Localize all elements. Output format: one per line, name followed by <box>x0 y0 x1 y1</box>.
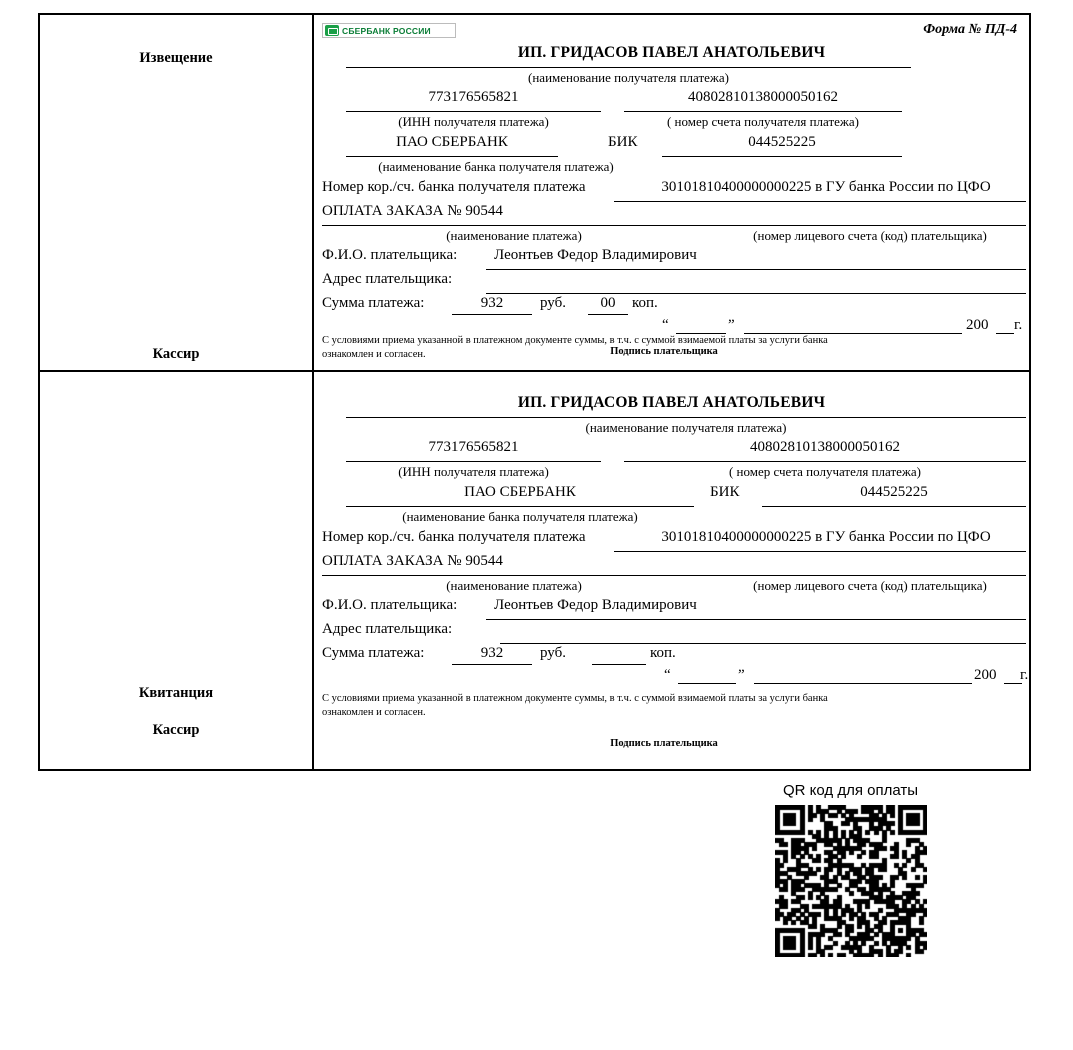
notice-payer-label: Ф.И.О. плательщика: <box>322 247 458 263</box>
notice-account-caption: ( номер счета получателя платежа) <box>666 114 860 129</box>
notice-payer-rule <box>486 269 1026 270</box>
receipt-corr-value: 30101810400000000225 в ГУ банка России по ЦФО <box>661 529 991 545</box>
receipt-cashier-label: Кассир <box>152 722 200 738</box>
receipt-year-prefix: 200 <box>974 667 997 683</box>
receipt-rub-label: руб. <box>540 645 566 661</box>
receipt-account-caption: ( номер счета получателя платежа) <box>728 464 922 479</box>
notice-amount-kop: 00 <box>600 295 616 311</box>
notice-year-suffix: г. <box>1014 317 1023 333</box>
notice-inn-caption: (ИНН получателя платежа) <box>398 114 549 129</box>
notice-corr-rule <box>614 201 1026 202</box>
notice-address-label: Адрес плательщика: <box>322 271 453 287</box>
notice-account-value: 40802810138000050162 <box>688 89 838 105</box>
notice-amount-label: Сумма платежа: <box>322 295 425 311</box>
receipt-amount-rub: 932 <box>480 645 504 661</box>
receipt-purpose-caption: (наименование платежа) <box>446 578 582 593</box>
notice-personal-account-caption: (номер лицевого счета (код) плательщика) <box>753 228 987 243</box>
receipt-corr-rule <box>614 551 1026 552</box>
sberbank-mark-icon <box>325 25 339 36</box>
receipt-bik-value: 044525225 <box>860 484 928 500</box>
receipt-bank-name: ПАО СБЕРБАНК <box>464 484 576 500</box>
receipt-inn-caption: (ИНН получателя платежа) <box>398 464 549 479</box>
receipt-account-rule <box>624 461 1026 462</box>
notice-recipient-rule <box>346 67 911 68</box>
receipt-corr-label: Номер кор./сч. банка получателя платежа <box>322 529 586 545</box>
notice-purpose-rule <box>322 225 1026 226</box>
notice-bik-value: 044525225 <box>748 134 816 150</box>
receipt-recipient-rule <box>346 417 1026 418</box>
notice-section-label: Извещение <box>139 50 213 66</box>
notice-day-rule <box>676 333 726 334</box>
notice-kop-label: коп. <box>632 295 658 311</box>
receipt-bik-label: БИК <box>710 484 740 500</box>
notice-amount-rub-rule <box>452 314 532 315</box>
receipt-amount-rub-rule <box>452 664 532 665</box>
receipt-day-rule <box>678 683 736 684</box>
notice-bank-name: ПАО СБЕРБАНК <box>396 134 508 150</box>
notice-purpose-value: ОПЛАТА ЗАКАЗА № 90544 <box>322 203 503 219</box>
receipt-inn-rule <box>346 461 601 462</box>
receipt-section-label: Квитанция <box>138 685 214 701</box>
receipt-terms-line1: С условиями приема указанной в платежном документе суммы, в т.ч. с суммой взимаемой платы за услуги банка <box>322 693 828 704</box>
notice-year-rule <box>996 333 1014 334</box>
receipt-bik-rule <box>762 506 1026 507</box>
column-divider <box>312 15 314 769</box>
notice-month-rule <box>744 333 962 334</box>
qr-code <box>775 805 927 957</box>
form-code: Форма № ПД-4 <box>923 22 1017 37</box>
qr-caption: QR код для оплаты <box>783 782 919 799</box>
notice-recipient-caption: (наименование получателя платежа) <box>528 70 729 85</box>
receipt-year-suffix: г. <box>1020 667 1029 683</box>
receipt-payer-rule <box>486 619 1026 620</box>
receipt-month-rule <box>754 683 972 684</box>
notice-bik-rule <box>662 156 902 157</box>
receipt-bank-rule <box>346 506 694 507</box>
receipt-address-rule <box>500 643 1026 644</box>
receipt-signature-label: Подпись плательщика <box>610 738 718 749</box>
notice-bank-rule <box>346 156 558 157</box>
notice-rub-label: руб. <box>540 295 566 311</box>
receipt-payer-value: Леонтьев Федор Владимирович <box>494 597 697 613</box>
notice-terms-line2: ознакомлен и согласен. <box>322 349 426 360</box>
notice-date-quote-open: “ <box>662 317 669 333</box>
notice-cashier-label: Кассир <box>152 346 200 362</box>
notice-inn-value: 773176565821 <box>428 89 519 105</box>
notice-amount-rub: 932 <box>480 295 504 311</box>
receipt-address-label: Адрес плательщика: <box>322 621 453 637</box>
receipt-payer-label: Ф.И.О. плательщика: <box>322 597 458 613</box>
receipt-inn-value: 773176565821 <box>428 439 519 455</box>
notice-payer-value: Леонтьев Федор Владимирович <box>494 247 697 263</box>
notice-purpose-caption: (наименование платежа) <box>446 228 582 243</box>
notice-signature-label: Подпись плательщика <box>610 346 718 357</box>
notice-bank-caption: (наименование банка получателя платежа) <box>378 159 614 174</box>
sberbank-logo-text: СБЕРБАНК РОССИИ <box>342 25 431 36</box>
notice-address-rule <box>486 293 1026 294</box>
receipt-date-quote-close: ” <box>738 667 745 683</box>
receipt-purpose-rule <box>322 575 1026 576</box>
receipt-date-quote-open: “ <box>664 667 671 683</box>
receipt-account-value: 40802810138000050162 <box>750 439 900 455</box>
receipt-amount-kop-rule <box>592 664 646 665</box>
notice-date-quote-close: ” <box>728 317 735 333</box>
receipt-recipient-caption: (наименование получателя платежа) <box>585 420 787 435</box>
receipt-bank-caption: (наименование банка получателя платежа) <box>402 509 638 524</box>
receipt-recipient-name: ИП. ГРИДАСОВ ПАВЕЛ АНАТОЛЬЕВИЧ <box>517 394 826 411</box>
receipt-kop-label: коп. <box>650 645 676 661</box>
receipt-terms-line2: ознакомлен и согласен. <box>322 707 426 718</box>
notice-terms-line1: С условиями приема указанной в платежном документе суммы, в т.ч. с суммой взимаемой платы за услуги банка <box>322 335 828 346</box>
receipt-amount-label: Сумма платежа: <box>322 645 425 661</box>
sberbank-logo <box>322 23 456 38</box>
payment-form <box>38 13 1031 771</box>
section-divider <box>40 370 1029 372</box>
notice-corr-value: 30101810400000000225 в ГУ банка России по ЦФО <box>661 179 991 195</box>
notice-bik-label: БИК <box>608 134 638 150</box>
notice-inn-rule <box>346 111 601 112</box>
notice-amount-kop-rule <box>588 314 628 315</box>
receipt-personal-account-caption: (номер лицевого счета (код) плательщика) <box>753 578 987 593</box>
receipt-purpose-value: ОПЛАТА ЗАКАЗА № 90544 <box>322 553 503 569</box>
notice-corr-label: Номер кор./сч. банка получателя платежа <box>322 179 586 195</box>
notice-account-rule <box>624 111 902 112</box>
notice-recipient-name: ИП. ГРИДАСОВ ПАВЕЛ АНАТОЛЬЕВИЧ <box>517 44 826 61</box>
notice-year-prefix: 200 <box>966 317 989 333</box>
